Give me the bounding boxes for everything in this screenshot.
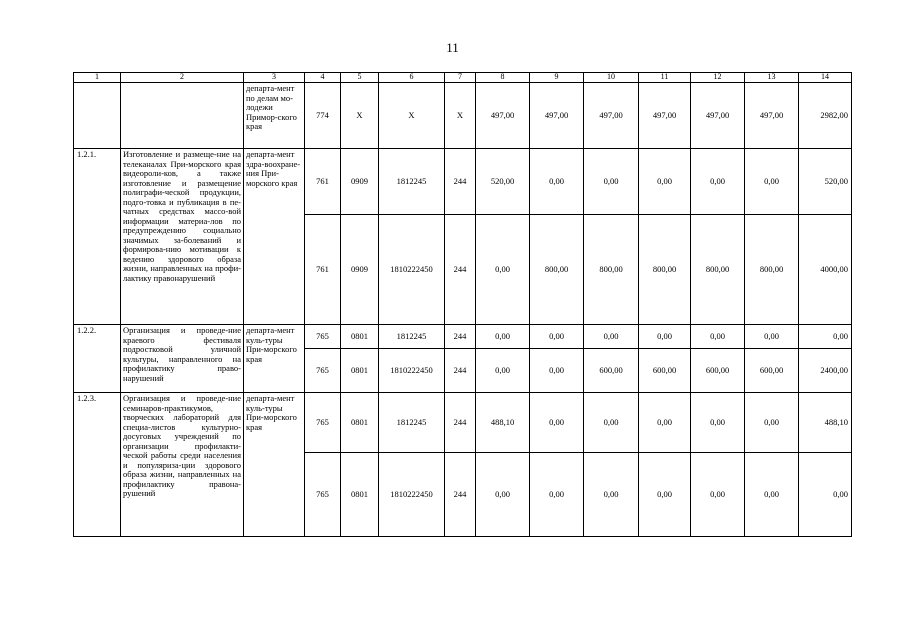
column-number: 6 [379,73,445,83]
table-cell: 765 [305,453,341,537]
table-cell: 244 [445,453,476,537]
table-cell: 1810222450 [379,215,445,325]
table-cell: 0,00 [476,349,530,393]
table-cell: 0,00 [745,149,799,215]
table-row [74,149,852,215]
table-cell: 0,00 [639,393,691,453]
column-number: 14 [799,73,852,83]
table-cell: 0,00 [799,453,852,537]
column-number: 11 [639,73,691,83]
table-cell: 244 [445,215,476,325]
column-number: 1 [74,73,121,83]
table-cell: 488,10 [799,393,852,453]
budget-table [73,72,852,537]
activity-name [121,83,244,149]
table-cell: 0,00 [476,215,530,325]
table-cell: 497,00 [691,83,745,149]
table-cell: 244 [445,349,476,393]
table-cell: 0,00 [584,393,639,453]
table-cell: 1810222450 [379,453,445,537]
table-cell: 0,00 [691,453,745,537]
table-cell: 0,00 [639,325,691,349]
table-cell: 2400,00 [799,349,852,393]
table-cell: 0,00 [691,149,745,215]
column-number: 7 [445,73,476,83]
table-cell: 800,00 [745,215,799,325]
column-number: 2 [121,73,244,83]
table-cell: 761 [305,149,341,215]
table-cell: 497,00 [639,83,691,149]
table-cell: 0,00 [584,325,639,349]
table-cell: 0,00 [639,149,691,215]
table-cell: 765 [305,349,341,393]
table-cell: 0,00 [530,149,584,215]
table-cell: 0801 [341,325,379,349]
department: департа-мент по делам мо-лодежи Примор-ского края [244,83,305,149]
table-cell: 800,00 [584,215,639,325]
table-cell: 800,00 [639,215,691,325]
table-cell: Х [379,83,445,149]
table-cell: 761 [305,215,341,325]
table-cell: 0,00 [530,453,584,537]
table-cell: 600,00 [584,349,639,393]
table-row [74,325,852,349]
table-cell: 774 [305,83,341,149]
table-cell: 0909 [341,149,379,215]
activity-name: Организация и проведе-ние краевого фестиваля подростковой уличной культуры, направленного на профилактику право-нарушений [121,325,244,393]
row-number: 1.2.2. [74,325,121,393]
column-number: 5 [341,73,379,83]
table-cell: 0,00 [745,325,799,349]
table-cell: 0,00 [530,325,584,349]
table-cell: 0,00 [530,393,584,453]
column-number: 4 [305,73,341,83]
table-cell: 1810222450 [379,349,445,393]
table-cell: 2982,00 [799,83,852,149]
table-cell: 0,00 [584,453,639,537]
column-number: 3 [244,73,305,83]
table-cell: 1812245 [379,149,445,215]
table-cell: 0,00 [639,453,691,537]
activity-name: Организация и проведе-ние семинаров-практикумов, творческих лабораторий для специа-листов культурно-досуговых учреждений по организации профилакти-ческой работы среди населения и популяриза-ции здорового образа жизни, направленных на профилактику правона-рушений [121,393,244,537]
table-cell: 0,00 [530,349,584,393]
table-cell: 600,00 [745,349,799,393]
table-row [74,83,852,149]
row-number [74,83,121,149]
table-row [74,393,852,453]
column-number: 8 [476,73,530,83]
table-cell: 0,00 [691,325,745,349]
table-cell: 488,10 [476,393,530,453]
table-cell: 800,00 [691,215,745,325]
table-cell: 0,00 [745,393,799,453]
table-cell: 765 [305,325,341,349]
table-cell: 0,00 [799,325,852,349]
column-number: 13 [745,73,799,83]
table-cell: 1812245 [379,393,445,453]
table-cell: 600,00 [639,349,691,393]
activity-name: Изготовление и размеще-ние на телеканалах При-морского края видеороли-ков, а также изготовление и размещение полиграфи-ческой продукции, подго-товка и публикация в пе-чатных средствах массо-вой информации материа-лов по предупреждению социально значимых за-болеваний и формирова-нию мотивации к ведению здорового образа жизни, направленных на профи-лактику правонарушений [121,149,244,325]
table-cell: 0801 [341,349,379,393]
table-cell: 520,00 [476,149,530,215]
table-cell: 0801 [341,453,379,537]
table-cell: 4000,00 [799,215,852,325]
table-cell: 0801 [341,393,379,453]
column-number: 10 [584,73,639,83]
table-cell: Х [445,83,476,149]
table-cell: 520,00 [799,149,852,215]
column-number-row [74,73,852,83]
table-cell: Х [341,83,379,149]
table-cell: 0,00 [584,149,639,215]
page-number: 11 [446,40,459,55]
table-cell: 244 [445,149,476,215]
row-number: 1.2.3. [74,393,121,537]
table-cell: 497,00 [745,83,799,149]
department: департа-мент здра-воохране-ния При-морского края [244,149,305,325]
table-cell: 0,00 [476,453,530,537]
table-cell: 244 [445,325,476,349]
table-cell: 497,00 [584,83,639,149]
table-cell: 600,00 [691,349,745,393]
table-cell: 244 [445,393,476,453]
column-number: 12 [691,73,745,83]
column-number: 9 [530,73,584,83]
table-cell: 0909 [341,215,379,325]
table-cell: 800,00 [530,215,584,325]
table-cell: 497,00 [530,83,584,149]
row-number: 1.2.1. [74,149,121,325]
table-cell: 0,00 [745,453,799,537]
department: департа-мент куль-туры При-морского края [244,393,305,537]
table-cell: 497,00 [476,83,530,149]
table-cell: 765 [305,393,341,453]
table-cell: 0,00 [476,325,530,349]
table-cell: 1812245 [379,325,445,349]
table-cell: 0,00 [691,393,745,453]
department: департа-мент куль-туры При-морского края [244,325,305,393]
